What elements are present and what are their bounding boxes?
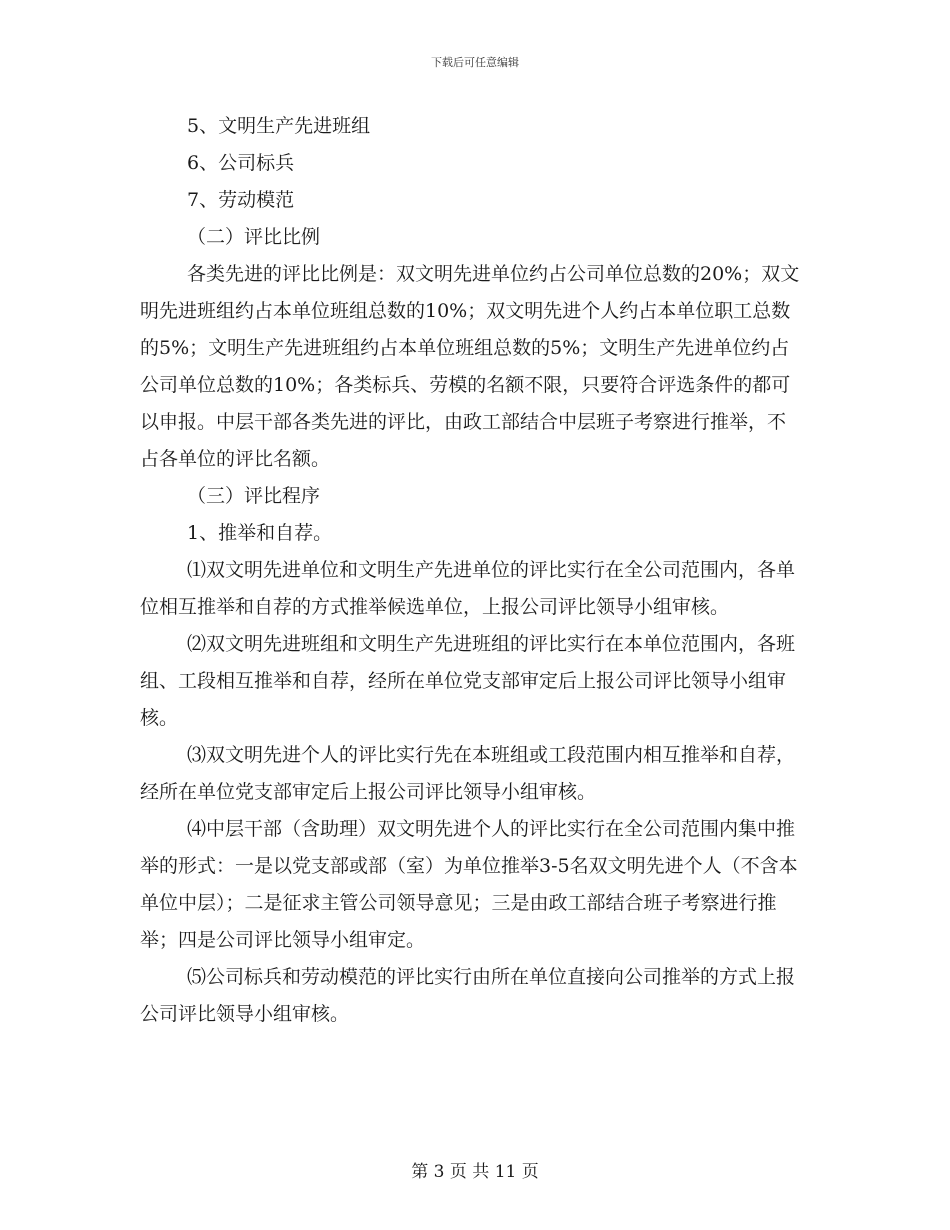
document-body — [140, 108, 804, 1033]
list-item-5: 5、文明生产先进班组 — [187, 115, 371, 137]
paragraph-item-3: ⑶双文明先进个人的评比实行先在本班组或工段范围内相互推举和自荐，经所在单位党支部审定后上报公司评比领导小组审核。 — [140, 744, 796, 803]
paragraph-item-5: ⑸公司标兵和劳动模范的评比实行由所在单位直接向公司推举的方式上报公司评比领导小组审核。 — [140, 966, 796, 1025]
page-header: 下载后可任意编辑 — [431, 56, 519, 69]
list-item-6: 6、公司标兵 — [187, 152, 295, 174]
paragraph-ratio: 各类先进的评比比例是：双文明先进单位约占公司单位总数的20%；双文明先进班组约占本单位班组总数的10%；双文明先进个人约占本单位职工总数的5%；文明生产先进班组约占本单位班组总数的5%；文明生产先进单位约占公司单位总数的10%；各类标兵、劳模的名额不限，只要符合评选条件的都可以申报。中层干部各类先进的评比，由政工部结合中层班子考察进行推举，不占各单位的评比名额。 — [140, 263, 800, 470]
paragraph-item-4: ⑷中层干部（含助理）双文明先进个人的评比实行在全公司范围内集中推举的形式：一是以党支部或部（室）为单位推举3-5名双文明先进个人（不含本单位中层）；二是征求主管公司领导意见；三是由政工部结合班子考察进行推举；四是公司评比领导小组审定。 — [140, 818, 798, 951]
section-heading-procedure: （三）评比程序 — [187, 485, 321, 507]
paragraph-item-2: ⑵双文明先进班组和文明生产先进班组的评比实行在本单位范围内，各班组、工段相互推举和自荐，经所在单位党支部审定后上报公司评比领导小组审核。 — [140, 633, 796, 729]
subheading-nomination: 1、推举和自荐。 — [187, 522, 333, 544]
section-heading-ratio: （二）评比比例 — [187, 226, 321, 248]
page-footer: 第 3 页 共 11 页 — [411, 1162, 539, 1182]
list-item-7: 7、劳动模范 — [187, 189, 295, 211]
paragraph-item-1: ⑴双文明先进单位和文明生产先进单位的评比实行在全公司范围内，各单位相互推举和自荐的方式推举候选单位，上报公司评比领导小组审核。 — [140, 559, 796, 618]
